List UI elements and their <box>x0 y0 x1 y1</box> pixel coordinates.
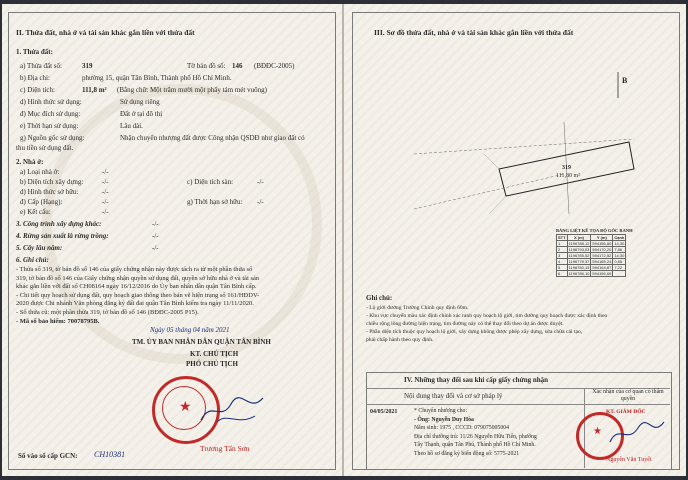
star-icon: ★ <box>593 426 602 437</box>
forest-value: -/- <box>152 232 159 240</box>
note-line: chiều rộng lòng đường hiện trạng, tim đường này có thể thay đổi theo dự án được duyệt. <box>366 321 564 327</box>
note-line: - Chi tiết quy hoạch sử dụng đất, quy hoạch giao thông theo bản vẽ hiện trạng số 161/HĐDV- <box>16 291 260 299</box>
house-type-label: a) Loại nhà ở: <box>20 168 60 176</box>
structure-label: e) Kết cấu: <box>20 208 51 216</box>
table-cell: 6 <box>557 271 568 277</box>
change-date: 04/05/2021 <box>370 409 398 415</box>
table-cell: 594170,20 <box>592 247 612 252</box>
usage-purpose-label: đ) Mục đích sử dụng: <box>20 110 81 118</box>
other-works-heading: 3. Công trình xây dựng khác: <box>16 220 102 228</box>
floor-area-label: c) Diện tích sàn: <box>187 178 234 186</box>
table-cell: 1 <box>557 241 568 247</box>
note-line: - Khu vực chuyển màu xác định chính xác ranh quy hoạch lộ giới, tim đường quy hoạch được xác định theo <box>366 313 608 319</box>
change-line: Năm sinh: 1975 , CCCD: 079075005004 <box>414 425 510 431</box>
perennial-heading: 5. Cây lâu năm: <box>16 244 63 252</box>
table-cell: 594156,80 <box>592 241 612 246</box>
usage-form-label: d) Hình thức sử dụng: <box>20 98 82 106</box>
grade-value: -/- <box>102 198 109 206</box>
table-cell: 5 <box>557 265 568 271</box>
plot-number-label: a) Thửa đất số: <box>20 62 62 70</box>
north-arrow-icon <box>614 70 634 100</box>
area-value: 111,8 m² <box>82 86 107 94</box>
north-label: B <box>622 76 628 85</box>
change-line: * Chuyển nhượng cho: <box>414 408 468 414</box>
area-words: (Bằng chữ: Một trăm mười một phẩy tám mét vuông) <box>117 86 267 94</box>
table-row <box>557 271 626 277</box>
build-area-label: b) Diện tích xây dựng: <box>20 178 84 186</box>
term-own-value: -/- <box>257 198 264 206</box>
table-cell: 2 <box>557 247 568 253</box>
divider <box>366 404 670 405</box>
left-page <box>2 4 342 476</box>
note-line: - Mã số bảo hiểm: 70078795B. <box>16 317 100 325</box>
ownership-value: -/- <box>102 188 109 196</box>
table-cell: 4 <box>557 259 568 265</box>
table-cell: 1196793,03 <box>568 247 590 252</box>
stamp-kt-director: KT. GIÁM ĐỐC <box>606 409 646 415</box>
right-notes-heading: Ghi chú: <box>366 294 393 302</box>
gcn-label: Số vào sổ cấp GCN: <box>18 452 78 460</box>
map-sheet-note: (BĐĐC-2005) <box>254 62 295 70</box>
parcel-diagram <box>404 114 654 224</box>
table-cell: 1196786,10 <box>568 271 590 276</box>
changes-col2-header: Xác nhận của cơ quan có thẩm quyền <box>592 389 664 402</box>
house-type-value: -/- <box>102 168 109 176</box>
certificate-spread <box>2 4 686 476</box>
ownership-label: d) Hình thức sở hữu: <box>20 188 79 196</box>
map-sheet-value: 146 <box>232 62 243 70</box>
table-cell: 14,30 <box>614 253 625 258</box>
note-line: - Thửa số 319, tờ bản đồ số 146 của giấy chứng nhận này được tách ra từ một phần thửa số <box>16 266 253 273</box>
build-area-value: -/- <box>102 178 109 186</box>
table-cell: 7,22 <box>613 265 626 271</box>
parcel-number: 319 <box>562 165 571 171</box>
table-cell <box>613 271 626 277</box>
change-line: Tây Thạnh, quận Tân Phú, Thành phố Hồ Chí Minh. <box>414 442 536 448</box>
changes-title: IV. Những thay đổi sau khi cấp giấy chứng nhận <box>404 376 549 384</box>
address-value: phường 15, quận Tân Bình, Thành phố Hồ Chí Minh. <box>82 74 232 82</box>
usage-purpose-value: Đất ở tại đô thị <box>120 110 163 118</box>
table-cell: 3 <box>557 253 568 259</box>
perennial-value: -/- <box>152 244 159 252</box>
note-line: - Số thửa cũ: một phần thửa 319, tờ bản đồ số 146 (BĐĐC-2005 P15). <box>16 308 199 316</box>
signature-left <box>197 392 267 428</box>
note-line: khác gắn liền với đất số CH08164 ngày 16/12/2016 do Ủy ban nhân dân quận Tân Bình cấp. <box>16 283 257 291</box>
other-works-value: -/- <box>152 220 159 228</box>
table-cell: 594156,69 <box>592 271 612 276</box>
right-page <box>344 4 686 476</box>
kt-chairman: KT. CHỦ TỊCH <box>190 350 239 358</box>
notes-heading: 6. Ghi chú: <box>16 256 49 264</box>
note-line: - Phần diện tích thuộc quy hoạch lộ giới, xây dựng không được phép xây dựng, sửa chữa cải tạo, <box>366 329 583 335</box>
map-sheet-label: Tờ bản đồ số: <box>187 62 226 70</box>
signer-name-left: Trương Tấn Sơn <box>200 444 250 453</box>
vice-chairman: PHÓ CHỦ TỊCH <box>186 360 238 368</box>
table-cell: 594165,24 <box>592 259 612 264</box>
note-line: phải chấp hành theo quy định. <box>366 337 434 343</box>
note-line: 319, tờ bản đồ số 146 của Giấy chứng nhận quyền sử dụng đất, quyền sở hữu nhà ở và tài sản <box>16 274 260 282</box>
issue-date: Ngày 05 tháng 04 năm 2021 <box>150 326 230 334</box>
table-head-cell: X (m) <box>567 235 591 241</box>
change-line: Theo hồ sơ đăng ký biến động số: 5775-2021 <box>414 450 520 457</box>
table-cell: 1196785,52 <box>568 253 590 258</box>
usage-form-value: Sử dụng riêng <box>120 98 160 106</box>
floor-area-value: -/- <box>257 178 264 186</box>
usage-term-value: Lâu dài. <box>120 122 143 130</box>
term-own-label: g) Thời hạn sở hữu: <box>187 198 243 206</box>
plot-number-value: 319 <box>82 62 93 70</box>
table-cell: 594172,52 <box>592 253 612 258</box>
note-line: 2020 được Chi nhánh Văn phòng đăng ký đất đai quận Tân Bình kiểm tra ngày 11/11/2020. <box>16 300 254 308</box>
table-cell: 1196788,12 <box>568 241 590 246</box>
address-label: b) Địa chỉ: <box>20 74 50 82</box>
committee-title: TM. ỦY BAN NHÂN DÂN QUẬN TÂN BÌNH <box>132 338 271 346</box>
table-cell: 594164,87 <box>592 265 612 270</box>
change-details <box>414 407 584 458</box>
land-plot-heading: 1. Thửa đất: <box>16 48 53 56</box>
change-line: - Ông: Nguyễn Duy Hòa <box>414 416 474 423</box>
origin-label: g) Nguồn gốc sử dụng: <box>20 134 85 142</box>
right-section-title: III. Sơ đồ thửa đất, nhà ở và tài sản khác gắn liền với thửa đất <box>374 28 574 37</box>
coord-table <box>556 234 626 277</box>
origin-value-cont: thu tiền sử dụng đất. <box>16 144 74 152</box>
star-icon: ★ <box>179 400 192 415</box>
forest-heading: 4. Rừng sản xuất là rừng trồng: <box>16 232 109 240</box>
table-head-cell: Y (m) <box>591 235 613 241</box>
table-cell: 1196779,37 <box>568 259 590 264</box>
gcn-value: CH10381 <box>94 450 126 459</box>
coord-table-title: BẢNG LIỆT KÊ TỌA ĐỘ GÓC RANH <box>556 228 633 233</box>
changes-col1-header: Nội dung thay đổi và cơ sở pháp lý <box>404 392 503 400</box>
grade-label: đ) Cấp (Hạng): <box>20 198 63 206</box>
signature-right <box>606 418 668 448</box>
table-head-cell: Cạnh <box>614 235 625 240</box>
table-head-cell: STT <box>558 235 566 240</box>
origin-value: Nhận chuyển nhượng đất được Công nhận QSDĐ như giao đất có <box>120 134 305 142</box>
note-line: - Lộ giới đường Trường Chinh quy định 60m. <box>366 305 469 311</box>
table-cell: 1196780,13 <box>568 265 590 270</box>
area-label: c) Diện tích: <box>20 86 55 94</box>
table-cell: 14,30 <box>614 241 625 246</box>
left-section-title: II. Thửa đất, nhà ở và tài sản khác gắn liền với thửa đất <box>16 28 195 37</box>
table-cell: 7,86 <box>613 247 626 253</box>
house-heading: 2. Nhà ở: <box>16 158 44 166</box>
parcel-area: 111,80 m² <box>556 173 581 179</box>
table-cell: 0,85 <box>613 259 626 265</box>
right-notes-block <box>366 304 670 344</box>
usage-term-label: e) Thời hạn sử dụng: <box>20 122 79 130</box>
signer-name-right: Nguyễn Văn Tuyết <box>606 457 652 463</box>
structure-value: -/- <box>102 208 109 216</box>
change-line: Địa chỉ thường trú: 11/26 Nguyễn Hữu Tiến, phường <box>414 433 537 440</box>
notes-block <box>16 266 334 326</box>
